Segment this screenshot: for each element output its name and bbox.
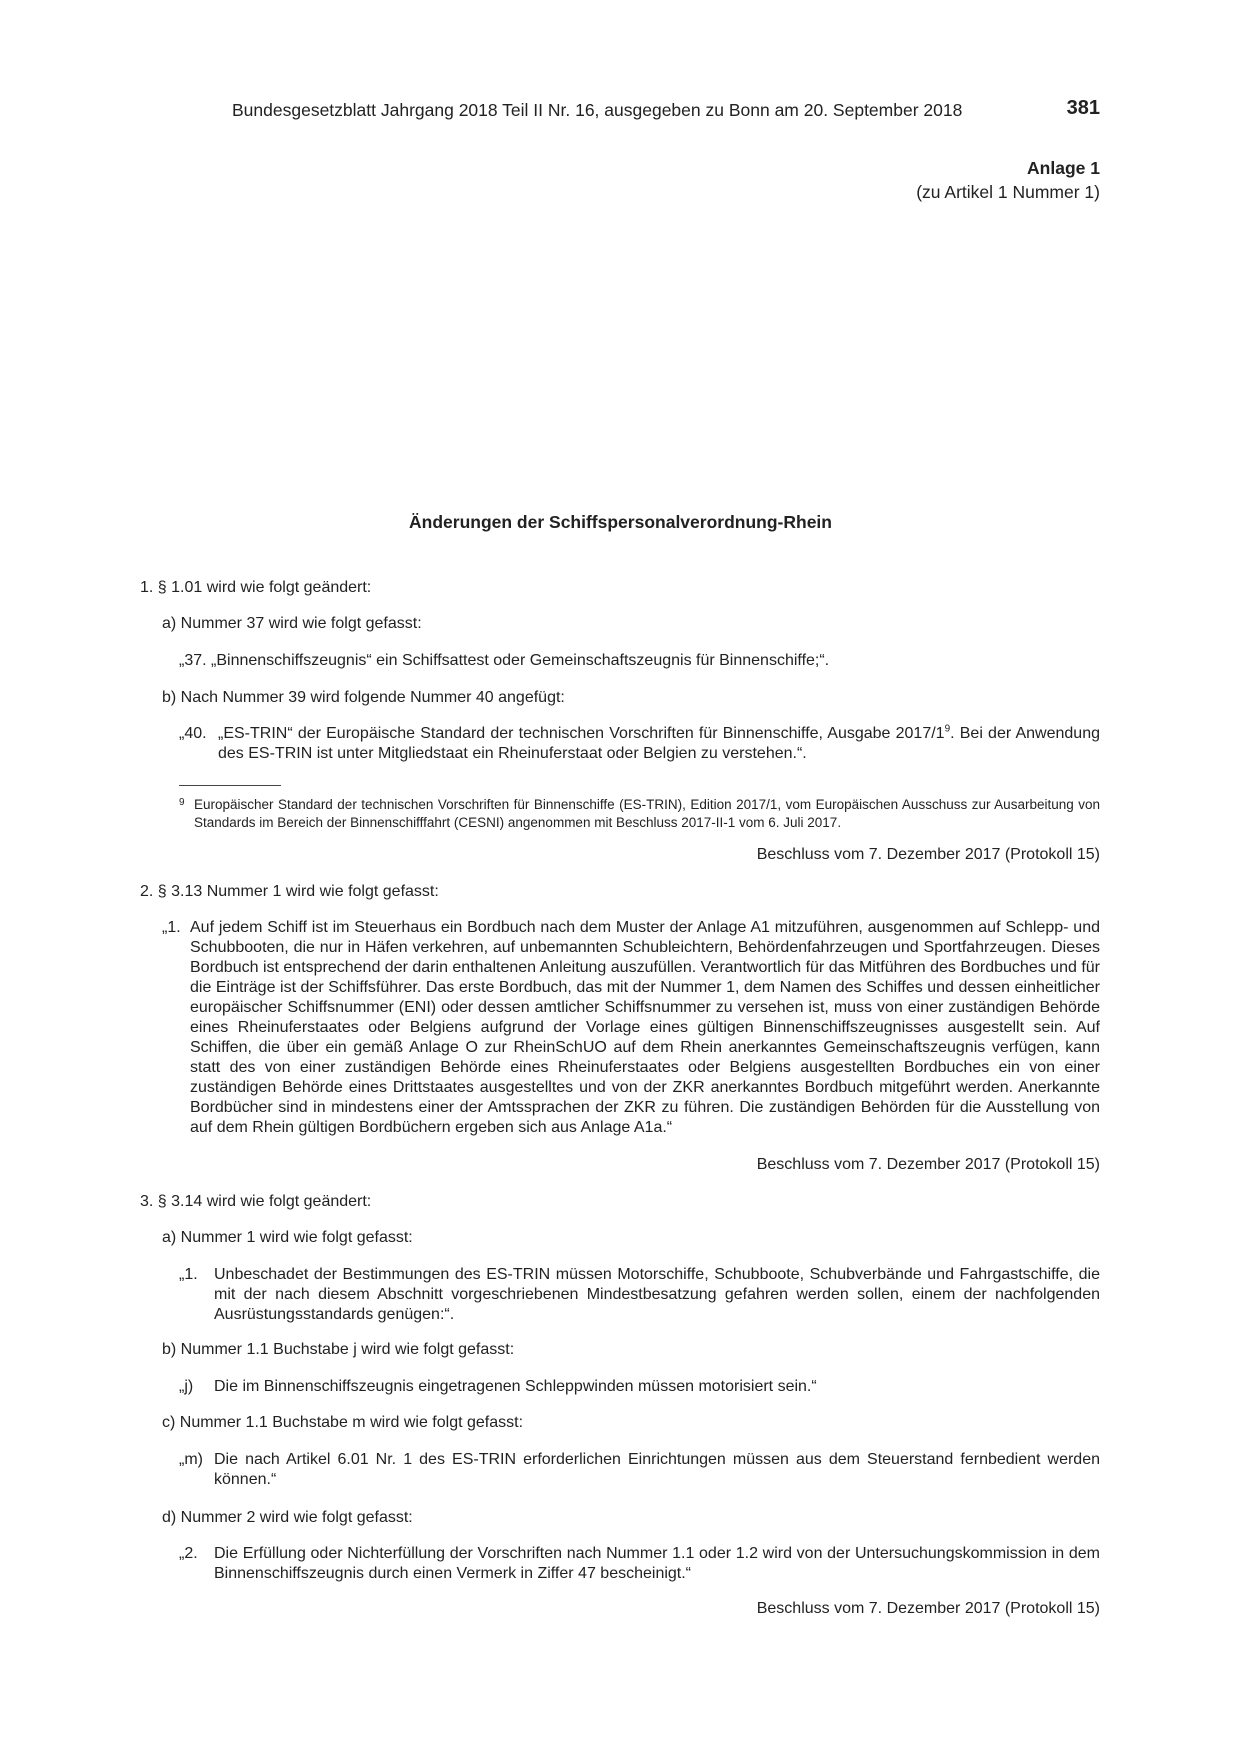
page-number: 381 [1066, 97, 1100, 119]
section-3d-prefix: „2. [179, 1545, 198, 1562]
section-3b-prefix: „j) [179, 1378, 194, 1395]
section-2-text: Auf jedem Schiff ist im Steuerhaus ein Bordbuch nach dem Muster der Anlage A1 mitzuführen, ausgenommen auf Schlepp- und Schubbooten, die nur in Häfen verkehren, auf unbemannten Schubleichtern, Behördenfahrzeugen und Sportfahrzeugen. Dieses Bordbuch ist entsprechend der darin enthaltenen Anleitung auszufüllen. Verantwortlich für das Mitführen des Bordbuches und für die Einträge ist der Schiffsführer. Das erste Bordbuch, das mit der Nummer 1, dem Namen des Schiffes und dessen einheitlicher europäischer Schiffsnummer (ENI) oder dessen amtlicher Schiffsnummer zu versehen ist, muss von einer zuständigen Behörde eines Rheinuferstaates oder Belgiens aufgrund der Vorlage eines gültigen Binnenschiffszeugnisses ausgestellt sein. Auf Schiffen, die über ein gemäß Anlage O zur RheinSchUO auf dem Rhein anerkanntes Gemeinschaftszeugnis verfügen, kann statt des von einer zuständigen Behörde eines Rheinuferstaates oder Belgiens ausgestellten Bordbuches ein von einer zuständigen Behörde eines Drittstaates ausgestelltes und von der ZKR anerkanntes Bordbuch mitgeführt werden. Anerkannte Bordbücher sind in mindestens einer der Amtssprachen der ZKR zu führen. Die zuständigen Behörden für die Ausstellung von auf dem Rhein gültigen Bordbüchern ergeben sich aus Anlage A1a.“ [190, 919, 1100, 1136]
section-1b-text-part1: „ES-TRIN“ der Europäische Standard der technischen Vorschriften für Binnenschiffe, Ausgabe 2017/1 [218, 725, 945, 742]
section-2-prefix: „1. [162, 919, 181, 936]
section-1-decision: Beschluss vom 7. Dezember 2017 (Protokoll 15) [756, 846, 1100, 863]
section-1b-label: b) Nach Nummer 39 wird folgende Nummer 40 angefügt: [162, 689, 565, 706]
section-3-decision: Beschluss vom 7. Dezember 2017 (Protokoll 15) [756, 1600, 1100, 1617]
annex-subtitle: (zu Artikel 1 Nummer 1) [916, 182, 1100, 202]
section-3a-label: a) Nummer 1 wird wie folgt gefasst: [162, 1229, 413, 1246]
footnote-text: Europäischer Standard der technischen Vorschriften für Binnenschiffe (ES-TRIN), Edition 2017/1, vom Europäischen Ausschuss zur Ausarbeitung von Standards im Bereich der Binnenschifffahrt (CESNI) angenommen mit Beschluss 2017-II-1 vom 6. Juli 2017. [194, 797, 1100, 830]
section-1b-text [218, 724, 1100, 764]
section-3b-label: b) Nummer 1.1 Buchstabe j wird wie folgt gefasst: [162, 1341, 515, 1358]
section-1b-text-part2: . Bei der Anwendung des ES-TRIN ist unter Mitgliedstaat ein Rheinuferstaat oder Belgien zu verstehen.“. [218, 725, 1100, 762]
annex-label [916, 156, 1100, 204]
section-2-decision: Beschluss vom 7. Dezember 2017 (Protokoll 15) [756, 1156, 1100, 1173]
section-3d-label: d) Nummer 2 wird wie folgt gefasst: [162, 1509, 413, 1526]
document-title: Änderungen der Schiffspersonalverordnung-Rhein [409, 512, 832, 532]
section-3c-label: c) Nummer 1.1 Buchstabe m wird wie folgt gefasst: [162, 1414, 524, 1431]
section-2-heading: 2. § 3.13 Nummer 1 wird wie folgt gefasst: [140, 883, 439, 900]
footnote-divider [179, 785, 281, 786]
footnote-reference: 9 [944, 723, 951, 735]
section-3b-text: Die im Binnenschiffszeugnis eingetragenen Schleppwinden müssen motorisiert sein.“ [214, 1378, 817, 1395]
section-1a-quote: „37. „Binnenschiffszeugnis“ ein Schiffsattest oder Gemeinschaftszeugnis für Binnenschiffe;“. [179, 652, 830, 669]
section-3d-text: Die Erfüllung oder Nichterfüllung der Vorschriften nach Nummer 1.1 oder 1.2 wird von der Untersuchungskommission in dem Binnenschiffszeugnis durch einen Vermerk in Ziffer 47 bescheinigt.“ [214, 1545, 1100, 1582]
section-1b-prefix: „40. [179, 725, 207, 742]
section-1a-label: a) Nummer 37 wird wie folgt gefasst: [162, 615, 422, 632]
section-3c-text: Die nach Artikel 6.01 Nr. 1 des ES-TRIN erforderlichen Einrichtungen müssen aus dem Steuerstand fernbedient werden können.“ [214, 1451, 1100, 1488]
section-1-heading: 1. § 1.01 wird wie folgt geändert: [140, 579, 372, 596]
section-3a-text: Unbeschadet der Bestimmungen des ES-TRIN müssen Motorschiffe, Schubboote, Schubverbände und Fahrgastschiffe, die mit der nach diesem Abschnitt vorgeschriebenen Mindestbesatzung gefahren werden sollen, einem der nachfolgenden Ausrüstungsstandards genügen:“. [214, 1266, 1100, 1323]
section-3-heading: 3. § 3.14 wird wie folgt geändert: [140, 1193, 372, 1210]
section-3c-prefix: „m) [179, 1451, 203, 1468]
section-3a-prefix: „1. [179, 1266, 198, 1283]
annex-title: Anlage 1 [1027, 158, 1100, 178]
header-title: Bundesgesetzblatt Jahrgang 2018 Teil II Nr. 16, ausgegeben zu Bonn am 20. September 2018 [232, 100, 963, 120]
footnote-mark: 9 [179, 797, 185, 808]
